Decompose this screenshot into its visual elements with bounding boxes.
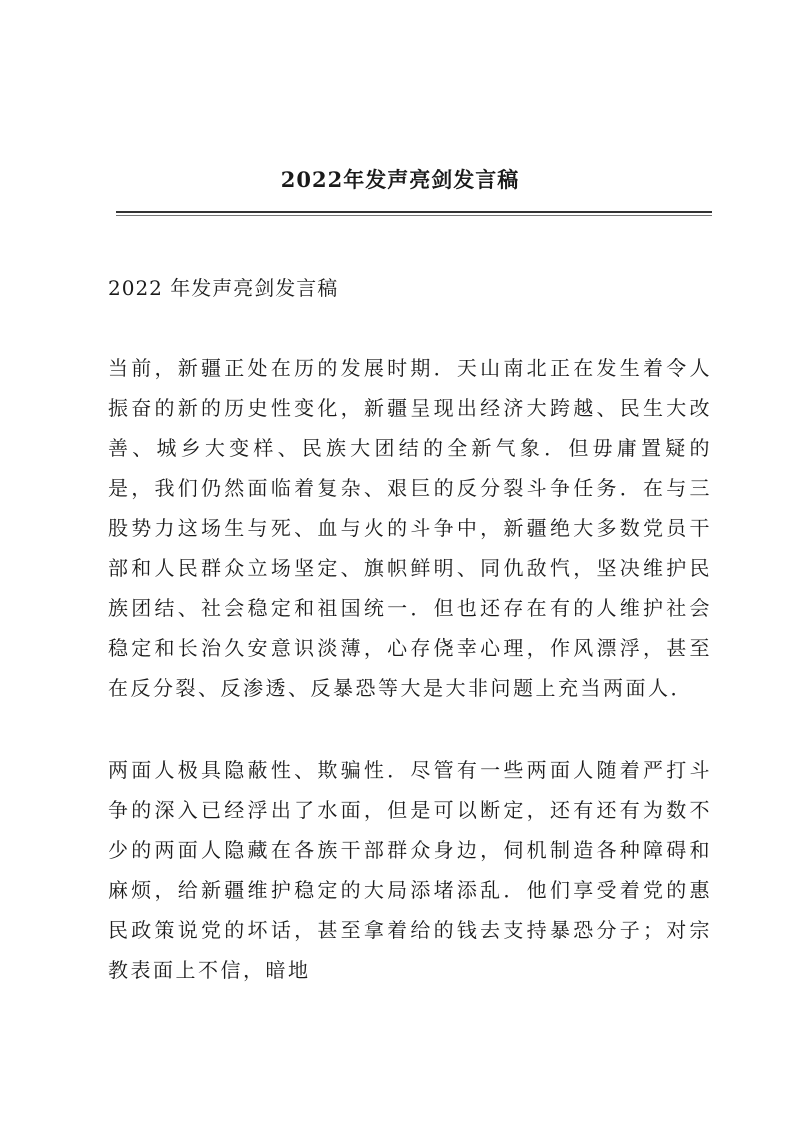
body-paragraph-2: 两面人极具隐蔽性、欺骗性．尽管有一些两面人随着严打斗争的深入已经浮出了水面，但是可以断定，还有还有为数不少的两面人隐藏在各族干部群众身边，伺机制造各种障碍和麻烦，给新疆维护稳定的大局添堵添乱．他们享受着党的惠民政策说党的坏话，甚至拿着给的钱去支持暴恐分子；对宗教表面上不信，暗地 [108, 758, 712, 982]
document-body [108, 268, 712, 1032]
title-divider-thin [116, 215, 712, 216]
page-title: 2022年发声亮剑发言稿 [280, 167, 520, 192]
body-paragraph-1: 当前，新疆正处在历的发展时期．天山南北正在发生着令人振奋的新的历史性变化，新疆呈现出经济大跨越、民生大改善、城乡大变样、民族大团结的全新气象．但毋庸置疑的是，我们仍然面临着复杂、艰巨的反分裂斗争任务．在与三股势力这场生与死、血与火的斗争中，新疆绝大多数党员干部和人民群众立场坚定、旗帜鲜明、同仇敌忾，坚决维护民族团结、社会稳定和祖国统一．但也还存在有的人维护社会稳定和长治久安意识淡薄，心存侥幸心理，作风漂浮，甚至在反分裂、反渗透、反暴恐等大是大非问题上充当两面人． [108, 356, 712, 700]
title-divider-thick [116, 211, 712, 213]
document-subtitle: 2022 年发声亮剑发言稿 [108, 276, 339, 300]
